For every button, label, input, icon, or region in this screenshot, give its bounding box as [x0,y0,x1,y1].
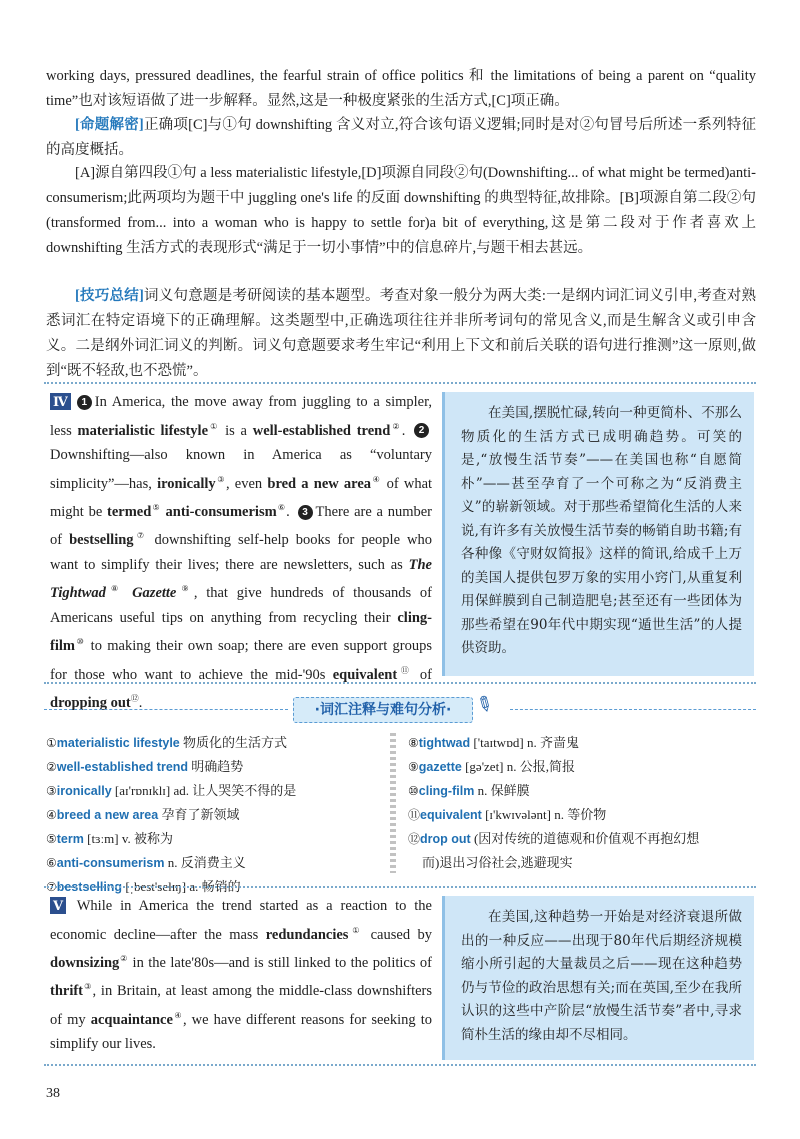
note-ref: ② [390,421,402,431]
term-equivalent: equivalent [332,666,398,683]
text-run: . [286,503,295,520]
paragraph-mingti-text: 正确项[C]与①句 downshifting 含义对立,符合该句语义逻辑;同时是对②句冒号后所述一系列特征的高度概括。 [46,117,756,158]
section-marker-4: Ⅳ [50,393,71,410]
note-ref: ④ [172,1010,183,1020]
vocab-item-continued: 而)退出习俗社会,逃避现实 [422,855,573,870]
section-4-english [44,384,432,716]
term-bestselling: bestselling [69,532,134,549]
vocab-rule-right [510,709,756,710]
vocab-title: ·词汇注释与难句分析· [293,697,473,723]
text-run: There are a number of [50,503,433,549]
tag-mingti: [命题解密] [75,117,144,133]
tag-jiqiao: [技巧总结] [75,288,144,304]
page-number: 38 [46,1086,60,1101]
vocab-item: ⑨gazette [gə'zet] n. 公报,简报 [408,759,576,774]
text-run: to making their own soap; there are even support groups for those who want to achieve the mid-'90s [50,638,432,683]
term-cling-film: cling-film [50,609,432,655]
sentence-number-2: 2 [414,423,429,438]
term-anti-consumerism: anti-consumerism [165,503,277,520]
vocab-item: ⑩cling-film n. 保鲜膜 [408,783,530,798]
text-run: is a [219,422,253,439]
term-bred-a-new-area: bred a new area [267,475,372,492]
section-4-translation: 在美国,摆脱忙碌,转向一种更简朴、不那么物质化的生活方式已成明确趋势。可笑的是,“放慢生活节奏”——在美国也称“自愿简朴”——甚至孕育了一个可称之为“反消费主义”的崭新领域。对于那些希望简化生活的人来说,有许多有关放慢生活节奏的畅销自助书籍;有各种像《守财奴简报》这样的简讯,给成千上万的美国人提供包罗万象的实用小窍门,从重复利用保鲜膜到自己制造肥皂;甚至还有一些团体为那些希望在90年代中期实现“遁世生活”的人提供资助。 [442,392,754,676]
text-run: of what might be [50,475,433,520]
vocab-item: ⑥anti-consumerism n. 反消费主义 [46,855,246,870]
note-ref: ③ [83,982,93,992]
term-materialistic-lifestyle: materialistic lifestyle [77,422,209,439]
note-ref: ① [348,925,364,935]
text-run: , even [225,475,268,492]
vocab-item: ③ironically [aɪ'rɒnɪklɪ] ad. 让人哭笑不得的是 [46,783,297,798]
term-well-established-trend: well-established trend [252,422,391,439]
text-run: caused by [363,926,432,943]
text-run: While in America the trend started as a reaction to the economic decline—after the mass [50,898,432,943]
note-ref: ② [119,954,129,964]
note-ref: ⑤ [151,503,161,513]
text-run: . [401,422,412,439]
term-termed: termed [107,503,152,520]
note-ref: ① [208,421,220,431]
pen-icon: ✎ [471,691,497,719]
vocab-rule-left [44,709,288,710]
note-ref: ⑨ [176,584,194,594]
vocab-divider [390,733,396,873]
note-ref: ⑥ [276,503,287,513]
note-ref: ⑫ [130,694,139,704]
term-tightwad: The Tightwad [50,556,432,602]
term-dropping-out: dropping out [50,695,131,712]
note-ref: ⑪ [397,665,413,675]
term-gazette: Gazette [132,585,177,602]
sentence-number-1: 1 [77,395,92,410]
text-run: in the late'80s—and is still linked to the politics of [128,954,432,971]
vocab-item: ⑤term [tɜːm] v. 被称为 [46,831,173,846]
text-run: In America, the move away from juggling to a simpler, less [50,394,432,439]
paragraph-option-analysis: [A]源自第四段①句 a less materialistic lifestyle,[D]项源自同段②句(Downshifting... of what might be termed)anti-consumerism;此两项均为题干中 juggling one's life 的反面 downshifting 的典型特征,故排除。[B]项源自第二段②句(transformed from... into a woman who is happy to settle for)a bit of everything,这是第二段对于作者喜欢上 downshifting 生活方式的表现形式“满足于一切小事情”中的信息碎片,与题干相去甚远。 [46,165,756,256]
term-thrift: thrift [50,983,84,1000]
vocab-item: ⑫drop out (因对传统的道德观和价值观不再抱幻想 [408,831,700,846]
vocab-item: ①materialistic lifestyle 物质化的生活方式 [46,735,288,750]
text-run: , we have different reasons for seeking to simplify our lives. [50,1011,432,1053]
note-ref: ⑧ [105,584,124,594]
note-ref: ③ [215,474,226,484]
text-run: Downshifting—also known in America as “voluntary simplicity”—has, [50,447,432,492]
term-downsizing: downsizing [50,954,120,971]
text-run: , in Britain, at least among the middle-class downshifters of my [50,983,432,1028]
section-5-english [44,888,432,1057]
paragraph-jiqiao-text: 词义句意题是考研阅读的基本题型。考查对象一般分为两大类:一是纲内词汇词义引申,考查对熟悉词汇在特定语境下的正确理解。这类题型中,正确选项往往并非所考词句的常见含义,而是生解含义或引申含义。二是纲外词汇词义的判断。词义句意题要求考生牢记“利用上下文和前后关联的语句进行推测”这一原则,做到“既不轻敌,也不恐慌”。 [46,288,756,379]
vocab-item: ⑧tightwad ['taɪtwɒd] n. 齐啬鬼 [408,735,579,750]
term-acquaintance: acquaintance [90,1011,173,1028]
vocab-list-right [408,731,699,874]
text-run: , that give hundreds of thousands of Americans useful tips on anything from recycling their [50,585,433,626]
paragraph-mingti [46,113,756,163]
vocab-item: ④breed a new area 孕育了新领域 [46,807,240,822]
note-ref: ⑦ [133,531,148,541]
section-marker-5: Ⅴ [50,897,66,914]
section-5-translation: 在美国,这种趋势一开始是对经济衰退所做出的一种反应——出现于80年代后期经济规模缩小所引起的大量裁员之后——现在这种趋势仍与节俭的政治思想有关;而在英国,至少在我所认识的这些中产阶层“放慢生活节奏”者中,寻求简朴生活的缘由却不尽相同。 [442,896,754,1060]
text-run: downshifting self-help books for people who want to simplify their lives; there are newsletters, such as [50,532,432,573]
vocab-item: ⑦bestselling [ˌbest'selɪŋ] a. 畅销的 [46,879,241,894]
vocab-item: ②well-established trend 明确趋势 [46,759,244,774]
section-5 [44,886,756,1066]
term-redundancies: redundancies [265,926,349,943]
sentence-number-3: 3 [298,505,313,520]
vocab-item: ⑪equivalent [ɪ'kwɪvələnt] n. 等价物 [408,807,607,822]
paragraph-continuation: working days, pressured deadlines, the fearful strain of office politics 和 the limitations of being a parent on “quality time”也对该短语做了进一步解释。显然,这是一种极度紧张的生活方式,[C]项正确。 [46,68,756,109]
note-ref: ⑩ [74,637,86,647]
text-run: of [412,666,433,683]
text-run: . [138,695,143,712]
paragraph-jiqiao [46,284,756,384]
term-ironically: ironically [157,475,216,492]
vocab-list-left [46,731,296,899]
note-ref: ④ [371,474,382,484]
